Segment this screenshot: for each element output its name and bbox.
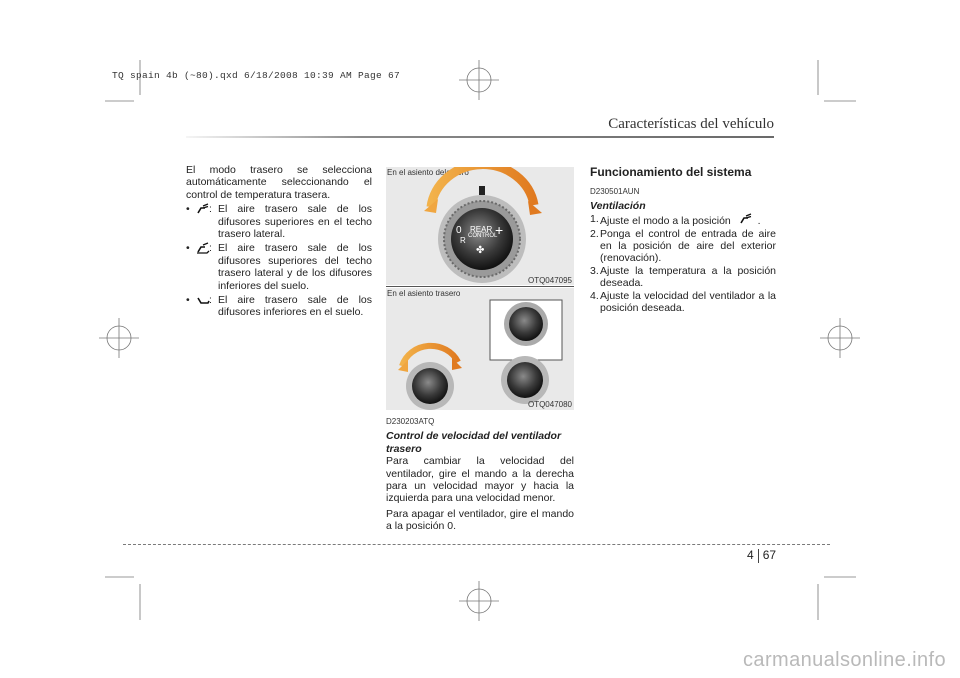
figure-divider [386, 286, 574, 287]
system-operation-heading: Funcionamiento del sistema [590, 165, 752, 179]
bullet-text: El aire trasero sale de los difusores superiores del techo trasero lateral y de los difusores inferiores del suelo. [218, 242, 372, 292]
bullet-face-vent: • : El aire trasero sale de los difusores superiores en el techo trasero lateral. [186, 203, 372, 241]
fan-speed-heading: Control de velocidad del ventilador trasero [386, 430, 562, 455]
chapter-number: 4 [747, 548, 754, 562]
right-column [590, 166, 776, 314]
rear-seat-figure [386, 288, 574, 410]
front-figure-code: OTQ047095 [527, 276, 572, 285]
front-seat-caption: En el asiento delantero [387, 168, 469, 177]
rear-seat-caption: En el asiento trasero [387, 289, 461, 298]
fan-icon: ✤ [476, 245, 485, 256]
intro-paragraph: El modo trasero se selecciona automáticamente seleccionando el control de temperatura trasera. [186, 164, 372, 201]
rear-figure-code: OTQ047080 [527, 400, 572, 409]
knob-r-label: R [460, 236, 466, 245]
fan-speed-paragraph-2: Para apagar el ventilador, gire el mando a la posición 0. [386, 507, 574, 533]
step-item: 1. Ajuste el modo a la posición . [590, 213, 761, 228]
step-item: 3. Ajuste la temperatura a la posición deseada. [590, 264, 776, 290]
knob-rear-label: REAR [470, 225, 493, 234]
step-item: 2. Ponga el control de entrada de aire en la posición de aire del exterior (renovación). [590, 227, 776, 265]
ventilation-heading: Ventilación [590, 199, 646, 212]
front-seat-figure [386, 167, 574, 285]
steps-list [590, 213, 776, 314]
bullet-bi-level-vent: • : El aire trasero sale de los difusores superiores del techo trasero lateral y de los difusores inferiores del suelo. [186, 242, 372, 292]
section-code: D230203ATQ [386, 417, 435, 426]
bullet-text: El aire trasero sale de los difusores superiores en el techo trasero lateral. [218, 203, 372, 241]
rear-knob-illustrations [386, 288, 574, 410]
section-code: D230501AUN [590, 187, 640, 197]
footer-rule [123, 544, 830, 545]
left-column [186, 164, 372, 321]
middle-column [386, 416, 574, 536]
print-header: TQ spain 4b (~80).qxd 6/18/2008 10:39 AM Page 67 [112, 70, 401, 81]
fan-speed-paragraph-1: Para cambiar la velocidad del ventilador, gire el mando a la derecha para un velocidad mayor y hacia la izquierda para una velocidad menor. [386, 455, 574, 505]
knob-zero-label: 0 [456, 225, 462, 236]
page-number [747, 548, 776, 563]
watermark: carmanualsonline.info [743, 649, 946, 671]
knob-plus-label: + [495, 222, 504, 238]
bullet-text: El aire trasero sale de los difusores inferiores en el suelo. [218, 294, 372, 319]
step-item: 4. Ajuste la velocidad del ventilador a la posición deseada. [590, 289, 776, 315]
bullet-floor-vent: • : El aire trasero sale de los difusores inferiores en el suelo. [186, 294, 372, 319]
section-title: Características del vehículo [608, 116, 774, 132]
knob-control-label: CONTROL [468, 233, 498, 239]
page-number-value: 67 [762, 548, 777, 562]
title-rule [186, 136, 774, 138]
face-vent-icon [738, 213, 754, 225]
